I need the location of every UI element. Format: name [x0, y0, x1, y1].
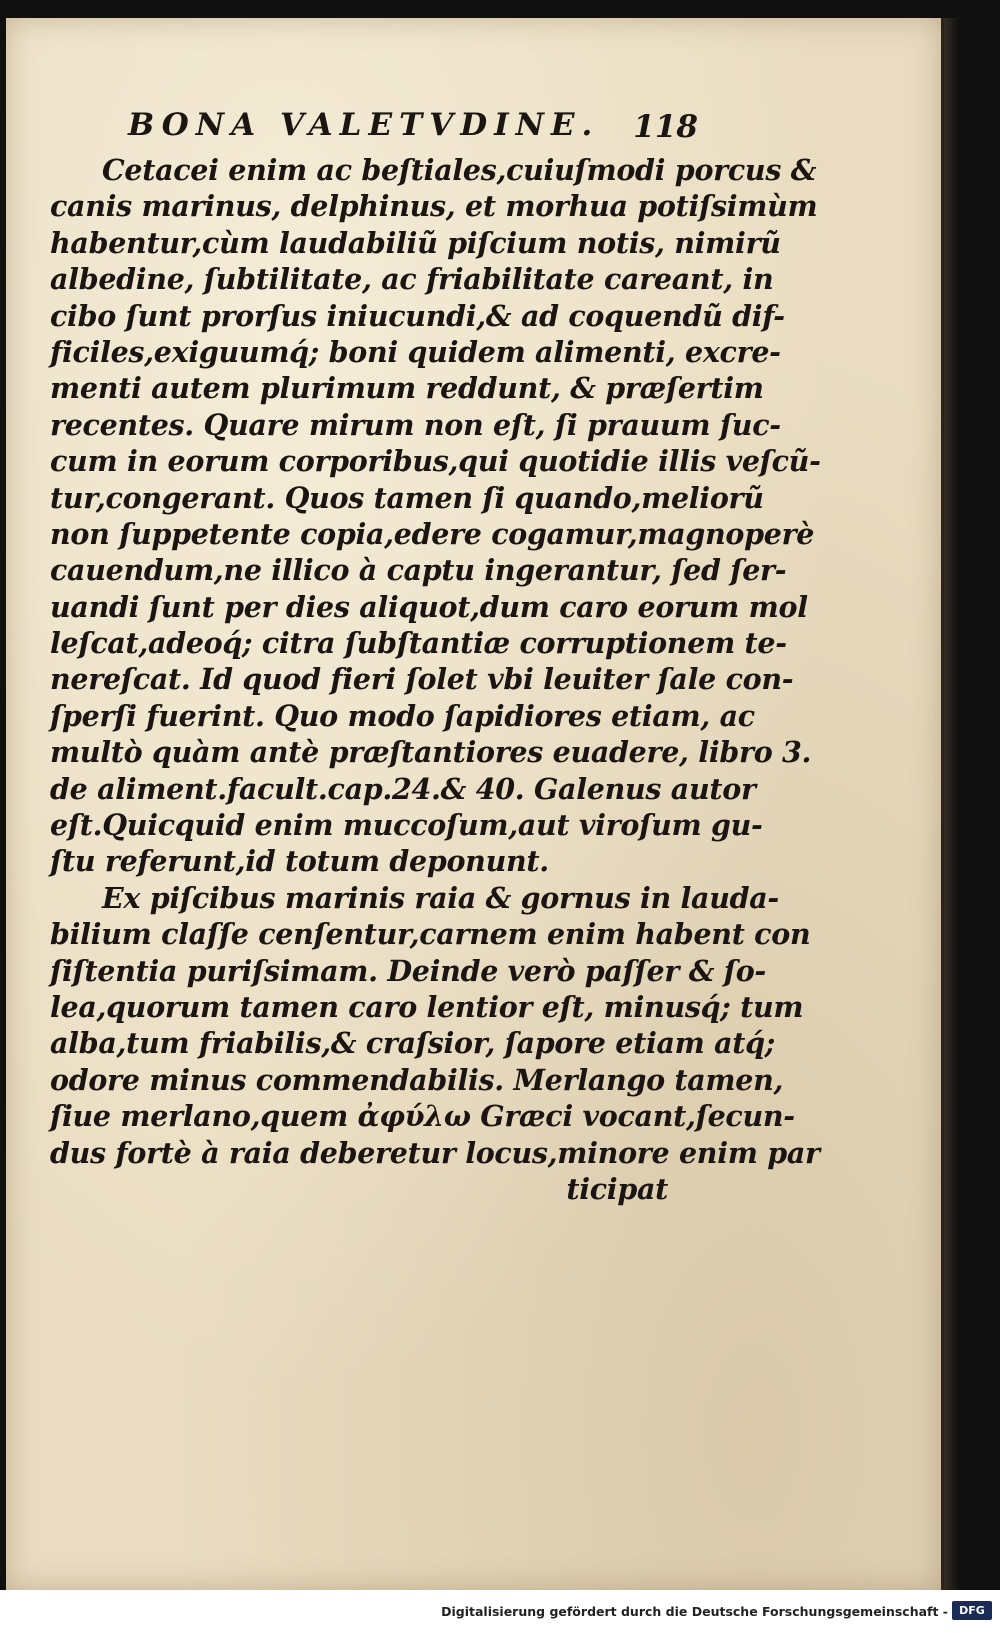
text-line: cibo ſunt prorſus iniucundi,& ad coquendũ dif-: [50, 298, 785, 333]
text-line: ficiles,exiguumq́; boni quidem alimenti, excre-: [50, 334, 781, 369]
funding-credit: Digitalisierung gefördert durch die Deutsche Forschungsgemeinschaft -: [441, 1604, 948, 1619]
text-line: albedine, ſubtilitate, ac friabilitate careant, in: [50, 262, 774, 297]
text-line: Cetacei enim ac beſtiales,cuiuſmodi porcus &: [102, 153, 817, 187]
text-line: tur,congerant. Quos tamen ſi quando,meliorũ: [50, 480, 764, 515]
text-line: bilium claſſe cenſentur,carnem enim habent con: [50, 917, 811, 952]
text-line: menti autem plurimum reddunt, & præſertim: [50, 371, 764, 406]
dfg-logo-icon: DFG: [952, 1601, 992, 1620]
page-text: [50, 152, 821, 1207]
text-line: cum in eorum corporibus,qui quotidie illis veſcũ-: [50, 444, 821, 479]
text-line: leſcat,adeoq́; citra ſubſtantiæ corruptionem te-: [50, 626, 787, 661]
text-line: ſiue merlano,quem ἀφύλω Græci vocant,ſecun-: [50, 1099, 795, 1134]
page-header: [128, 107, 708, 147]
text-line: nereſcat. Id quod fieri ſolet vbi leuiter ſale con-: [50, 662, 794, 697]
text-line: uandi ſunt per dies aliquot,dum caro eorum mol: [50, 589, 808, 624]
text-line: habentur,cùm laudabiliũ piſcium notis, nimirũ: [50, 225, 781, 260]
text-line: cauendum,ne illico à captu ingerantur, ſed ſer-: [50, 553, 787, 588]
text-line: ſtu referunt,id totum deponunt.: [50, 844, 549, 879]
running-head: BONA VALETVDINE.: [128, 107, 600, 143]
text-line: ſiſtentia puriſsimam. Deinde verò paſſer & ſo-: [50, 953, 766, 988]
digitization-footer: [0, 1590, 1000, 1633]
text-line: recentes. Quare mirum non eſt, ſi prauum ſuc-: [50, 407, 781, 442]
text-line: canis marinus, delphinus, et morhua potiſsimùm: [50, 189, 818, 224]
text-line: de aliment.facult.cap.24.& 40. Galenus autor: [50, 771, 756, 806]
text-line: dus fortè à raia deberetur locus,minore enim par: [50, 1135, 820, 1170]
catchword: ticipat: [566, 1171, 668, 1206]
text-line: multò quàm antè præſtantiores euadere, libro 3.: [50, 735, 812, 770]
text-line: non ſuppetente copia,edere cogamur,magnoperè: [50, 516, 815, 551]
text-line: eſt.Quicquid enim muccoſum,aut viroſum gu-: [50, 808, 763, 843]
text-line: lea,quorum tamen caro lentior eſt, minusq́; tum: [50, 989, 804, 1024]
text-line: odore minus commendabilis. Merlango tamen,: [50, 1062, 784, 1097]
book-edge: [941, 18, 961, 1590]
page-number: 118: [633, 109, 698, 145]
text-line: alba,tum friabilis,& craſsior, ſapore etiam atq́;: [50, 1026, 776, 1061]
text-line: ſperſi fuerint. Quo modo ſapidiores etiam, ac: [50, 698, 755, 733]
text-line: Ex piſcibus marinis raia & gornus in lauda-: [102, 880, 779, 915]
